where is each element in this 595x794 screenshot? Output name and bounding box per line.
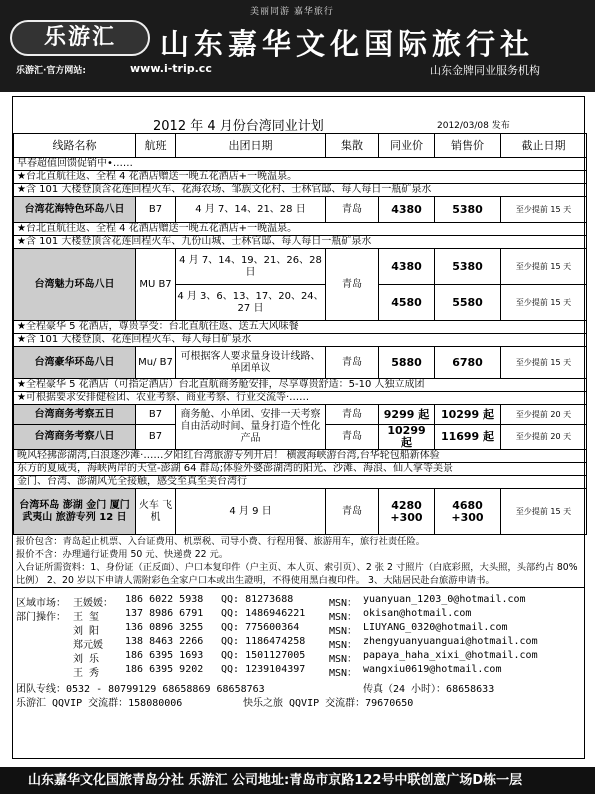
contact-email[interactable]: zhengyuanyuanguai@hotmail.com [363, 636, 538, 647]
deadline: 至少提前 20 天 [501, 425, 587, 450]
contact-msn-label: MSN： [329, 654, 358, 665]
departure-dates: 4 月 9 日 [176, 489, 326, 535]
col-header: 出团日期 [176, 134, 326, 158]
contact-phone: 186 6395 1693 [125, 650, 204, 661]
table-row [14, 405, 587, 425]
promo-text: ★含 101 大楼登顶、花莲回程火车、每人每日矿泉水 [14, 334, 587, 347]
flight: B7 [136, 197, 176, 223]
contact-phone: 186 6395 9202 [125, 664, 204, 675]
price-excludes: 报价不含：办理通行证费用 50 元、快递费 22 元。 [16, 549, 229, 560]
contact-name: 刘 乐 [73, 654, 100, 665]
fax-line: 传真（24 小时）：68658633 [363, 684, 495, 695]
promo-text: 金门、台湾、澎湖风光全接触，感受至真至美台湾行 [14, 476, 587, 489]
departure-dates: 商务舱、小单团、安排一天考察自由活动时间、量身打造个性化产品 [176, 405, 326, 450]
contact-qq: QQ: 1486946221 [221, 608, 306, 619]
plan-table [13, 133, 587, 535]
peer-price: 4380 [379, 249, 435, 285]
departure-dates: 4 月 3、6、13、17、20、24、27 日 [176, 285, 326, 321]
gather-city: 青岛 [326, 347, 379, 379]
site-label: 乐游汇·官方网站: [16, 66, 87, 76]
contact-name: 郑元媛 [73, 640, 103, 651]
contact-email[interactable]: yuanyuan_1203_0@hotmail.com [363, 594, 526, 605]
table-row [14, 489, 587, 535]
contact-name: 王媛媛： [73, 598, 113, 609]
gather-city: 青岛 [326, 197, 379, 223]
deadline: 至少提前 15 天 [501, 249, 587, 285]
deadline: 至少提前 15 天 [501, 347, 587, 379]
contact-phone: 138 8463 2266 [125, 636, 204, 647]
col-header: 航班 [136, 134, 176, 158]
sale-price: 10299 起 [435, 405, 501, 425]
departure-dates: 4 月 7、14、19、21、26、28 日 [176, 249, 326, 285]
site-url[interactable]: www.i-trip.cc [130, 62, 212, 75]
gather-city: 青岛 [326, 405, 379, 425]
sale-price: 6780 [435, 347, 501, 379]
peer-price: 4280 +300 [379, 489, 435, 535]
flight: B7 [136, 405, 176, 425]
contact-qq: QQ: 1186474258 [221, 636, 306, 647]
peer-price: 10299 起 [379, 425, 435, 450]
contact-phone: 186 6022 5938 [125, 594, 204, 605]
qq-group-2: 快乐之旅 QQVIP 交流群：79670650 [243, 698, 414, 709]
promo-text: 早春超值回馈促销中•…… [14, 158, 587, 171]
sale-price: 5580 [435, 285, 501, 321]
promo-text: ★含 101 大楼登顶含花莲回程火车、九份山城、士林官邸、每人每日一瓶矿泉水 [14, 236, 587, 249]
deadline: 至少提前 15 天 [501, 197, 587, 223]
deadline: 至少提前 15 天 [501, 285, 587, 321]
price-includes: 报价包含：青岛起止机票、入台证费用、机票税、司导小费、行程用餐、旅游用车，旅行社责任险。 [16, 536, 426, 547]
brand-logo: 乐游汇 [10, 20, 150, 56]
gather-city: 青岛 [326, 489, 379, 535]
contact-msn-label: MSN： [329, 668, 358, 679]
promo-text: 晚风轻拂澎湖湾,白浪逐沙滩·……夕阳红台湾旅游专列开启！ 横渡海峡游台湾,台华轮包船新体验 [14, 450, 587, 463]
contact-qq: QQ: 1239104397 [221, 664, 306, 675]
publish-date: 2012/03/08 发布 [437, 121, 510, 131]
contact-msn-label: MSN： [329, 612, 358, 623]
col-header: 集散 [326, 134, 379, 158]
contact-label: 部门操作： [16, 612, 66, 623]
header-banner [0, 0, 595, 92]
page-title: 2012 年 4 月份台湾同业计划 [153, 119, 324, 134]
contact-msn-label: MSN： [329, 598, 358, 609]
contact-msn-label: MSN： [329, 640, 358, 651]
peer-price: 4380 [379, 197, 435, 223]
flight: Mu/ B7 [136, 347, 176, 379]
route-name: 台湾豪华环岛八日 [14, 347, 136, 379]
plan-sheet [12, 96, 585, 759]
qq-group-1: 乐游汇 QQVIP 交流群：158080006 [16, 698, 183, 709]
sale-price: 11699 起 [435, 425, 501, 450]
company-name: 山东嘉华文化国际旅行社 [160, 27, 535, 61]
gather-city: 青岛 [326, 425, 379, 450]
contact-qq: QQ: 1501127005 [221, 650, 306, 661]
notes [13, 535, 584, 588]
flight: 火车 飞机 [136, 489, 176, 535]
contact-email[interactable]: okisan@hotmail.com [363, 608, 472, 619]
promo-text: ★全程豪华 5 花酒店，尊贵享受：台北直航往返、送五大风味餐 [14, 321, 587, 334]
route-name: 台湾商务考察八日 [14, 425, 136, 450]
peer-price: 9299 起 [379, 405, 435, 425]
departure-dates: 4 月 7、14、21、28 日 [176, 197, 326, 223]
route-name: 台湾环岛 澎湖 金门 厦门 武夷山 旅游专列 12 日 [14, 489, 136, 535]
col-header: 线路名称 [14, 134, 136, 158]
promo-text: ★含 101 大楼登顶含花莲回程火车、花海农场、邹族文化村、士林官邸、每人每日一瓶矿泉水 [14, 184, 587, 197]
title-row [13, 97, 584, 133]
deadline: 至少提前 20 天 [501, 405, 587, 425]
promo-text: ★可根据要求安排健检团、农业考察、商业考察、行业交流等·…… [14, 392, 587, 405]
contacts [13, 588, 584, 747]
table-header-row [14, 134, 587, 158]
gather-city: 青岛 [326, 249, 379, 321]
peer-price: 4580 [379, 285, 435, 321]
table-row [14, 249, 587, 285]
col-header: 销售价 [435, 134, 501, 158]
col-header: 同业价 [379, 134, 435, 158]
deadline: 至少提前 15 天 [501, 489, 587, 535]
promo-text: ★全程豪华 5 花酒店（可指定酒店）台北直航商务舱安排，尽享尊贵舒适：5-10 人独立成团 [14, 379, 587, 392]
contact-qq: QQ: 81273688 [221, 594, 294, 605]
permit-requirements: 入台证所需资料：1、身份证（正反面）、户口本复印件（户主页、本人页、索引页）、2 张 2 寸照片（白底彩照，大头照，头部约占 80%比例） 2、20 岁以下申请人需附彩色全家户口本或出生證明，不得使用黑白複印件。 3、大陆居民赴台旅游申请书。 [16, 562, 578, 586]
sale-price: 4680 +300 [435, 489, 501, 535]
contact-name: 刘 阳 [73, 626, 100, 637]
promo-text: 东方的夏威夷，海峡两岸的天堂-澎湖 64 群岛;体验外婆澎湖湾的阳光、沙滩、海浪、仙人掌等美景 [14, 463, 587, 476]
route-name: 台湾花海特色环岛八日 [14, 197, 136, 223]
peer-price: 5880 [379, 347, 435, 379]
route-name: 台湾商务考察五日 [14, 405, 136, 425]
header-topline: 美丽同游 嘉华旅行 [250, 7, 334, 17]
flight: B7 [136, 425, 176, 450]
header-slogan: 山东金牌同业服务机构 [430, 64, 540, 77]
contact-name: 王 秀 [73, 668, 100, 679]
footer-banner: 山东嘉华文化国旅青岛分社 乐游汇 公司地址:青岛市京路122号中联创意广场D栋一层 [0, 767, 595, 794]
flight: MU B7 [136, 249, 176, 321]
table-row [14, 347, 587, 379]
contact-qq: QQ: 775600364 [221, 622, 300, 633]
col-header: 截止日期 [501, 134, 587, 158]
team-line: 团队专线：0532 - 80799129 68658869 68658763 [16, 684, 265, 695]
departure-dates: 可根据客人要求量身设计线路、单团单议 [176, 347, 326, 379]
contact-label: 区域市场： [16, 598, 66, 609]
table-row [14, 197, 587, 223]
promo-text: ★台北直航往返、全程 4 花酒店赠送一晚五花酒店+一晚温泉。 [14, 223, 587, 236]
contact-name: 王 玺 [73, 612, 100, 623]
contact-email[interactable]: papaya_haha_xixi_@hotmail.com [363, 650, 538, 661]
sale-price: 5380 [435, 249, 501, 285]
promo-text: ★台北直航往返、全程 4 花酒店赠送一晚五花酒店+一晚温泉。 [14, 171, 587, 184]
sale-price: 5380 [435, 197, 501, 223]
contact-msn-label: MSN： [329, 626, 358, 637]
contact-email[interactable]: wangxiu0619@hotmail.com [363, 664, 502, 675]
contact-phone: 137 8986 6791 [125, 608, 204, 619]
contact-email[interactable]: LIUYANG_0320@hotmail.com [363, 622, 508, 633]
route-name: 台湾魅力环岛八日 [14, 249, 136, 321]
contact-phone: 136 0896 3255 [125, 622, 204, 633]
